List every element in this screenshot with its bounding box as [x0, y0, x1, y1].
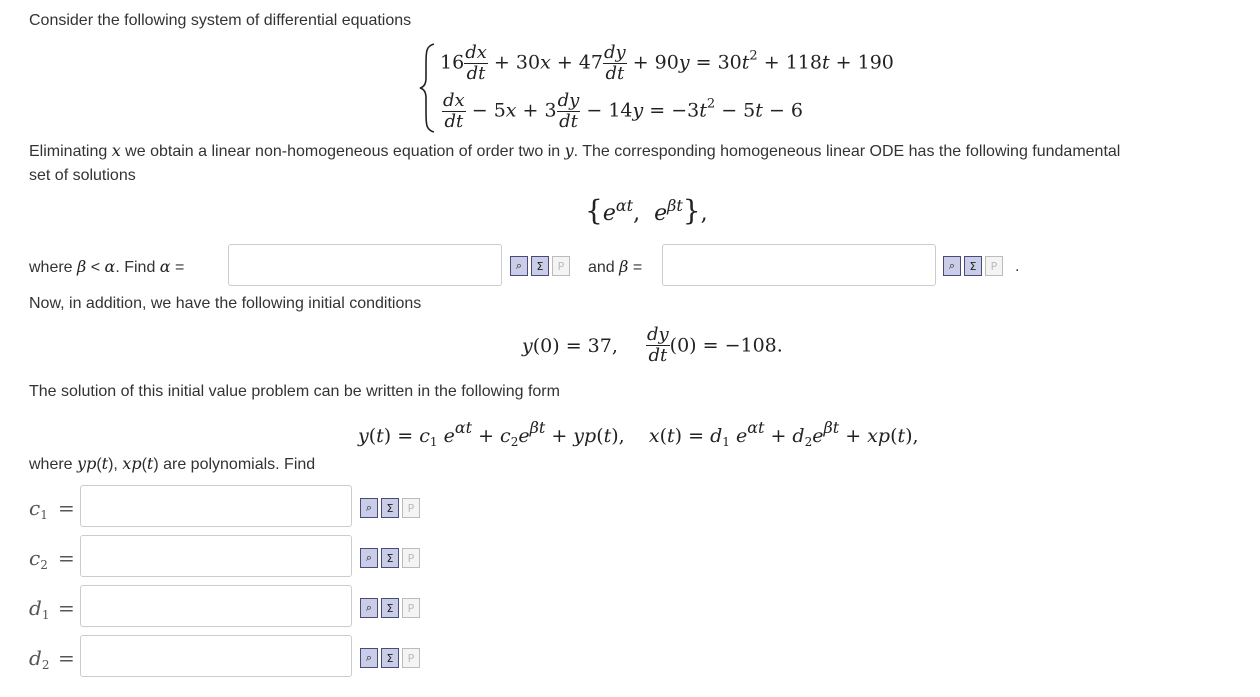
equation-1: 16 $\frac{dx}{dt}$ + 30x + 47 $\frac{dy}{dt}$ + $90y = 30t^2 + 118t + 190$	[440, 42, 894, 84]
fundamental-set: {$e^{\alpha t}$, $e^{\beta t}$},	[585, 194, 708, 227]
sigma-icon[interactable]: Σ	[381, 548, 399, 568]
eq1-coef-16: 16	[440, 51, 465, 74]
d2-input[interactable]	[80, 635, 352, 677]
preview-icon[interactable]: ⌕	[360, 598, 378, 618]
paste-icon[interactable]: P	[402, 598, 420, 618]
initial-conditions: y(0) = 37, $\frac{dy}{dt}$ (0) = −108.	[522, 324, 783, 366]
c1-label: $c_1$	[29, 496, 48, 522]
paste-icon[interactable]: P	[402, 648, 420, 668]
d2-label: $d_2$	[29, 646, 50, 672]
preview-icon[interactable]: ⌕	[943, 256, 961, 276]
d1-label: $d_1$	[29, 596, 50, 622]
preview-icon[interactable]: ⌕	[360, 498, 378, 518]
alpha-input[interactable]	[228, 244, 502, 286]
sigma-icon[interactable]: Σ	[964, 256, 982, 276]
sigma-icon[interactable]: Σ	[381, 648, 399, 668]
solution-text: The solution of this initial value problem can be written in the following form	[29, 383, 560, 400]
c1-input[interactable]	[80, 485, 352, 527]
c2-equals: =	[58, 546, 75, 570]
solution-form: $y(t) = c_1$ $e^{\alpha t} + c_2e^{\beta t} + yp(t)$, $x(t) = d_1$ $e^{\alpha t} + d_2e^{\beta t} + xp(t)$,	[358, 418, 919, 449]
period: .	[1015, 258, 1020, 275]
initial-text: Now, in addition, we have the following initial conditions	[29, 295, 422, 312]
c2-input[interactable]	[80, 535, 352, 577]
paste-icon[interactable]: P	[402, 548, 420, 568]
paste-icon[interactable]: P	[402, 498, 420, 518]
preview-icon[interactable]: ⌕	[360, 548, 378, 568]
d2-tools	[360, 648, 420, 668]
find-beta-label: and β =	[588, 257, 643, 276]
sigma-icon[interactable]: Σ	[381, 498, 399, 518]
eliminating-text: Eliminating x we obtain a linear non-homogeneous equation of order two in y. The corresponding homogeneous linear ODE has the following fundamental	[29, 141, 1121, 160]
preview-icon[interactable]: ⌕	[510, 256, 528, 276]
d2-equals: =	[58, 646, 75, 670]
preview-icon[interactable]: ⌕	[360, 648, 378, 668]
beta-tools	[943, 256, 1003, 276]
d1-input[interactable]	[80, 585, 352, 627]
c1-tools	[360, 498, 420, 518]
sigma-icon[interactable]: Σ	[531, 256, 549, 276]
where-polynomials: where yp(t), xp(t) are polynomials. Find	[29, 454, 316, 473]
d1-equals: =	[58, 596, 75, 620]
left-brace	[418, 42, 438, 134]
eliminating-text-2: set of solutions	[29, 167, 136, 184]
c2-tools	[360, 548, 420, 568]
c1-equals: =	[58, 496, 75, 520]
paste-icon[interactable]: P	[552, 256, 570, 276]
beta-input[interactable]	[662, 244, 936, 286]
alpha-tools	[510, 256, 570, 276]
paste-icon[interactable]: P	[985, 256, 1003, 276]
intro-text: Consider the following system of differential equations	[29, 12, 412, 29]
equation-2: $\frac{dx}{dt}$ − 5x + 3 $\frac{dy}{dt}$ − $14y = -3t^2 - 5t - 6$	[443, 90, 803, 132]
sigma-icon[interactable]: Σ	[381, 598, 399, 618]
c2-label: $c_2$	[29, 546, 48, 572]
d1-tools	[360, 598, 420, 618]
find-alpha-label: where β < α. Find α =	[29, 257, 185, 276]
